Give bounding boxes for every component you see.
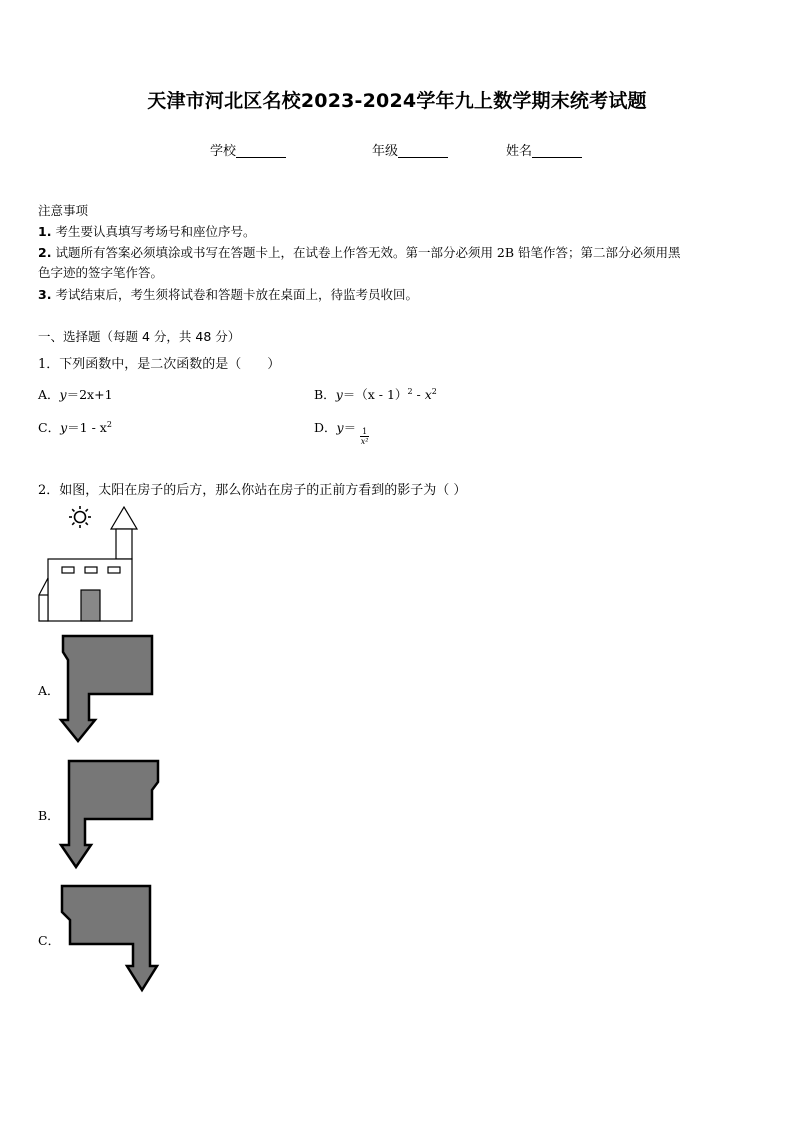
q1-stem: 1．下列函数中，是二次函数的是（ ） — [38, 357, 281, 372]
q1-d-label: D． — [314, 420, 337, 435]
q1-c-exp: 2 — [106, 419, 112, 429]
q1-b-label: B． — [314, 387, 336, 402]
q1-d-var: y — [336, 420, 344, 435]
q1-a-label: A． — [38, 387, 60, 402]
q2-stem: 2．如图，太阳在房子的后方，那么你站在房子的正前方看到的影子为（ ） — [38, 483, 467, 498]
q1-b-var: y — [335, 387, 343, 402]
q2-option-c-shape[interactable] — [62, 886, 157, 990]
note-1-number: 1. — [38, 224, 52, 239]
page-title: 天津市河北区名校2023-2024学年九上数学期末统考试题 — [147, 90, 647, 112]
note-2-continued: 色字迹的签字笔作答。 — [38, 265, 164, 280]
q1-a-var: y — [59, 387, 67, 402]
q1-d-denominator: x² — [360, 437, 369, 446]
q2-option-a-shape[interactable] — [61, 636, 152, 741]
sun-icon — [69, 506, 91, 528]
q1-c-expr: ＝1 - x — [67, 420, 107, 435]
q1-c-var: y — [60, 420, 68, 435]
q2-option-b-label[interactable]: B． — [38, 808, 60, 823]
q1-b-expr2: - x — [412, 387, 432, 402]
q2-option-c-label[interactable]: C． — [38, 933, 61, 948]
note-3-number: 3. — [38, 287, 52, 302]
q1-a-expr: ＝2x+1 — [66, 387, 113, 402]
note-2-text: 试题所有答案必须填涂或书写在答题卡上，在试卷上作答无效。第一部分必须用 2B 铅笔作答；第二部分必须用黑 — [55, 245, 681, 260]
q1-d-numerator: 1 — [362, 427, 368, 436]
note-2-number: 2. — [38, 245, 52, 260]
q2-option-a-label[interactable]: A． — [38, 683, 60, 698]
q2-option-b-shape[interactable] — [61, 761, 158, 867]
school-label: 学校 — [210, 144, 237, 159]
q1-b-exp2: 2 — [431, 386, 437, 396]
name-label: 姓名 — [506, 144, 533, 159]
q1-d-expr: ＝ — [343, 420, 357, 435]
q1-b-exp: 2 — [407, 386, 413, 396]
section-heading: 一、选择题（每题 4 分，共 48 分） — [38, 329, 241, 344]
note-1-text: 考生要认真填写考场号和座位序号。 — [55, 224, 256, 239]
note-3-text: 考试结束后，考生须将试卷和答题卡放在桌面上，待监考员收回。 — [55, 287, 418, 302]
q1-c-label: C． — [38, 420, 61, 435]
notes-heading: 注意事项 — [38, 203, 89, 218]
q1-b-expr1: ＝（x - 1） — [342, 387, 408, 402]
grade-label: 年级 — [372, 144, 399, 159]
